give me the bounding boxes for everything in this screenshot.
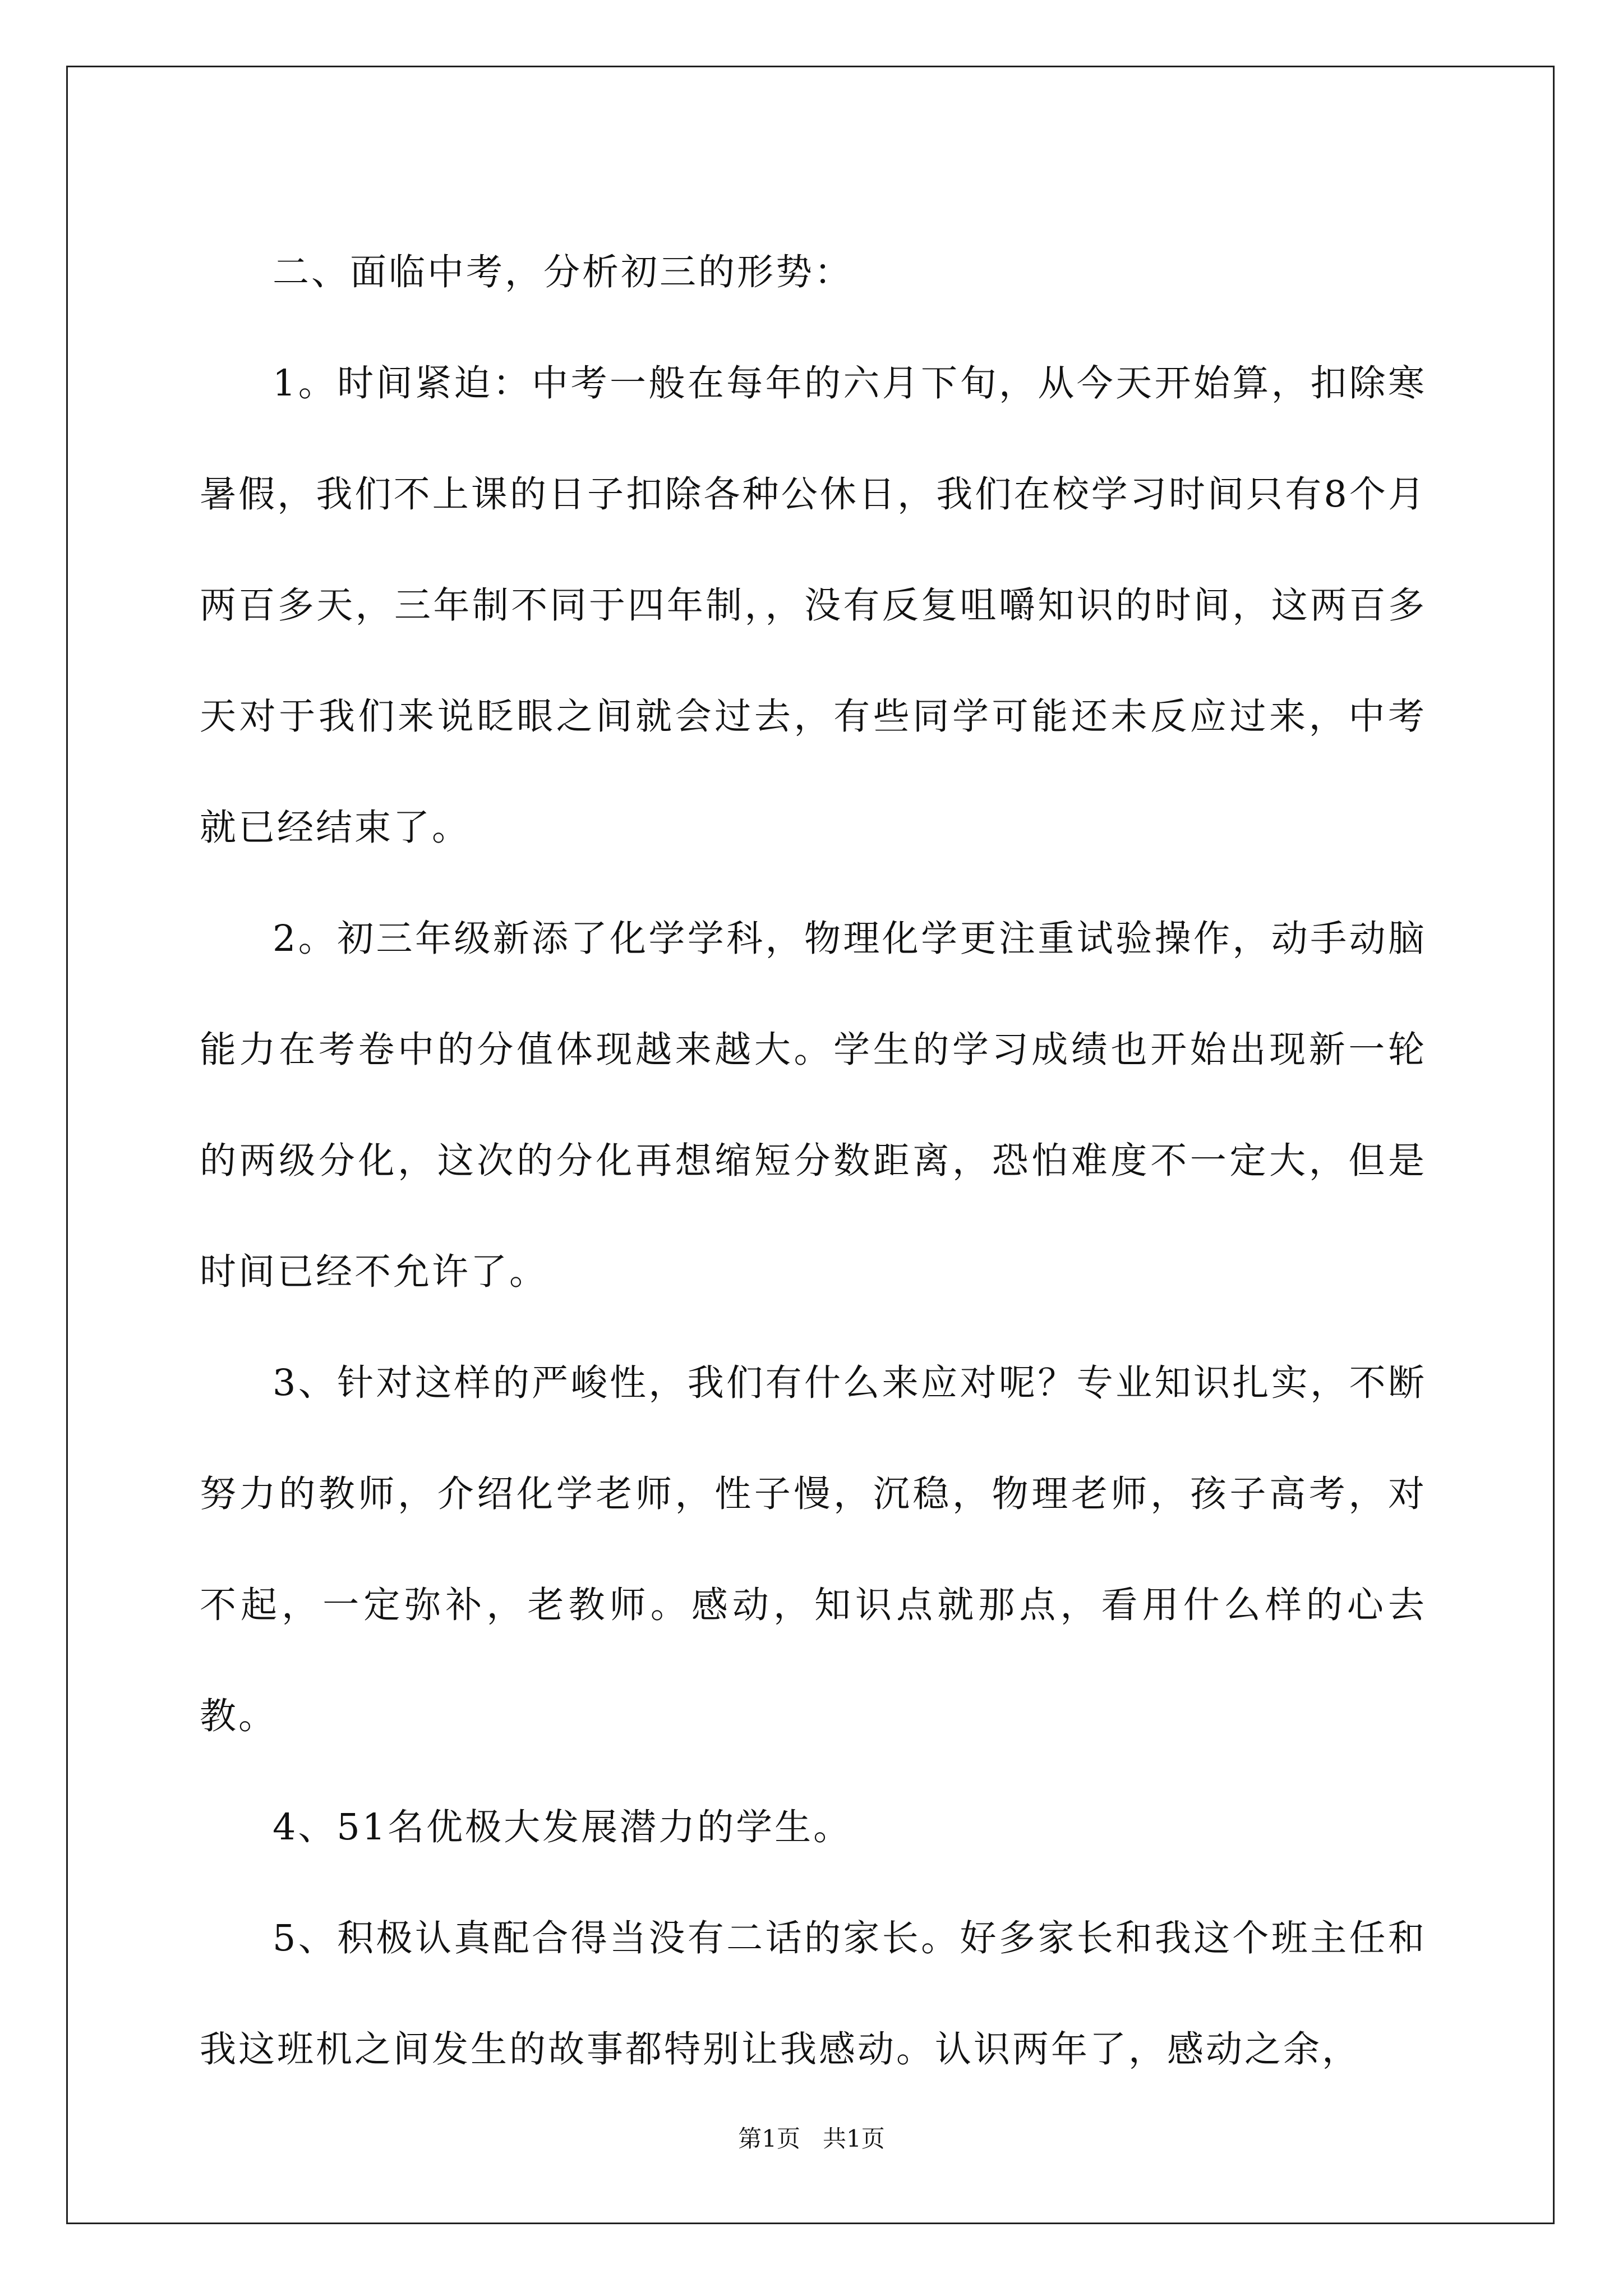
- page-number: 第1页: [738, 2125, 800, 2152]
- paragraph-item-4: 4、51名优极大发展潜力的学生。: [273, 1806, 852, 1848]
- paragraph-heading: 二、面临中考，分析初三的形势：: [273, 251, 854, 293]
- paragraph-item-2: 2。初三年级新添了化学学科，物理化学更注重试验操作，动手动脑能力在考卷中的分值体现越来越大。学生的学习成绩也开始出现新一轮的两级分化，这次的分化再想缩短分数距离，恐怕难度不一定大，但是时间已经不允许了。: [200, 918, 1427, 1293]
- page-footer: [0, 2120, 1623, 2154]
- paragraph-item-3: 3、针对这样的严峻性，我们有什么来应对呢？专业知识扎实，不断努力的教师，介绍化学老师，性子慢，沉稳，物理老师，孩子高考，对不起，一定弥补，老教师。感动，知识点就那点，看用什么样的心去教。: [200, 1362, 1427, 1737]
- paragraph-item-5: 5、积极认真配合得当没有二话的家长。好多家长和我这个班主任和我这班机之间发生的故事都特别让我感动。认识两年了，感动之余，: [200, 1917, 1427, 2070]
- paragraph-item-1: 1。时间紧迫：中考一般在每年的六月下旬，从今天开始算，扣除寒暑假，我们不上课的日子扣除各种公休日，我们在校学习时间只有8个月两百多天，三年制不同于四年制，，没有反复咀嚼知识的时间，这两百多天对于我们来说眨眼之间就会过去，有些同学可能还未反应过来，中考就已经结束了。: [200, 362, 1427, 849]
- document-body: [200, 217, 1427, 2105]
- page-total: 共1页: [823, 2125, 885, 2152]
